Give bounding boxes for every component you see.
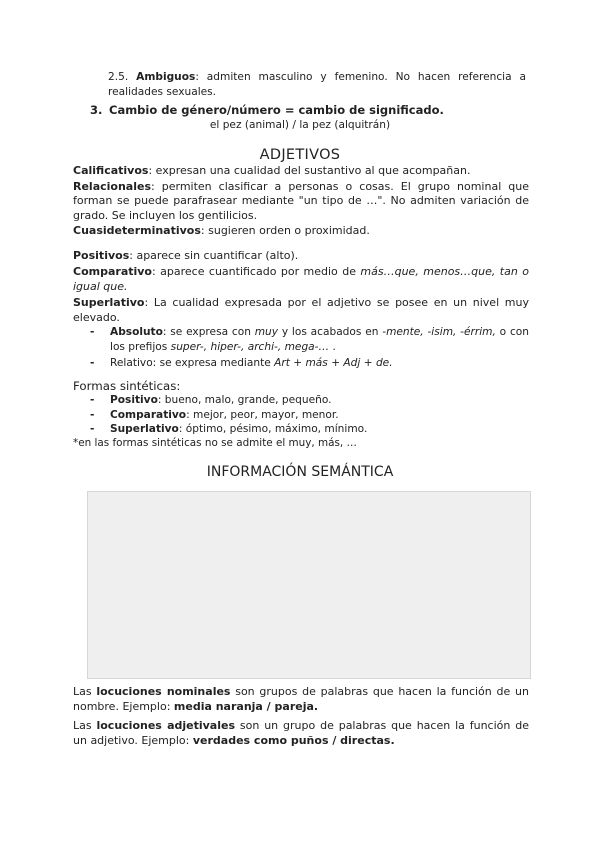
ambiguos-text: : admiten masculino y femenino. No hacen referencia a realidades sexuales. [108,71,527,98]
section-3-title [90,103,530,118]
loc-adj-example: verdades como puños / directas. [192,733,395,747]
relacionales-term: Relacionales [73,180,152,193]
absoluto-suffixes: -mente, -isim, -érrim, [382,326,496,338]
calificativos-paragraph [73,164,529,179]
formas-heading: Formas sintéticas: [73,379,181,393]
calificativos-text: : expresan una cualidad del sustantivo al que acompañan. [148,164,471,177]
superlativo-text: : La cualidad expresada por el adjetivo se posee en un nivel muy elevado. [73,296,529,324]
semantica-heading: INFORMACIÓN SEMÁNTICA [206,464,394,480]
formas-list [88,393,529,437]
cuasideterminativos-term: Cuasideterminativos [73,224,201,237]
section-3-title-text: Cambio de género/número = cambio de significado. [109,103,444,117]
relacionales-text: : permiten clasificar a personas o cosas. El grupo nominal que forman se puede parafrasear mediante "un tipo de …". No admiten variación de grado. Se incluyen los gentilicios. [73,180,529,222]
absoluto-term: Absoluto [110,326,163,338]
relativo-italic: Art + más + Adj + de. [274,357,393,369]
formas-item-text: : mejor, peor, mayor, menor. [186,408,339,421]
formas-item-text: : bueno, malo, grande, pequeño. [157,394,332,406]
comparativo-text: : aparece cuantificado por medio de [152,265,361,278]
absoluto-item [88,325,529,354]
locuciones-adjetivales-paragraph [73,719,529,749]
loc-nom-text: son grupos de palabras que hacen la función de un nombre. Ejemplo: [73,685,529,713]
formas-item-term: Superlativo [110,423,179,435]
formas-item [88,422,529,437]
loc-nom-pre: Las [73,685,97,698]
locuciones-nominales-paragraph [73,685,529,715]
loc-adj-term: locuciones adjetivales [96,719,235,732]
adjetivos-heading: ADJETIVOS [259,147,341,163]
section-2-5-paragraph [108,70,526,99]
formas-item [88,408,529,423]
image-placeholder [87,491,531,679]
formas-item-term: Comparativo [110,408,187,421]
section-3-example: el pez (animal) / la pez (alquitrán) [209,119,391,131]
formas-note: *en las formas sintéticas no se admite el muy, más, … [73,437,357,449]
formas-item-text: : óptimo, pésimo, máximo, mínimo. [178,423,368,435]
loc-adj-pre: Las [73,719,97,732]
cuasideterminativos-text: : sugieren orden o proximidad. [200,224,370,237]
absoluto-text-2: y los acabados en [278,326,383,338]
ambiguos-term: Ambiguos [136,71,196,83]
positivo-text: : aparece sin cuantificar (alto). [129,249,299,262]
absoluto-text-3: o con los prefijos [110,326,529,353]
relativo-item [88,356,529,371]
superlativo-paragraph [73,296,529,326]
absoluto-prefixes: super-, hiper-, archi-, mega-… [170,340,330,353]
absoluto-muy: muy [254,326,279,338]
loc-nom-term: locuciones nominales [96,685,231,698]
superlativo-term: Superlativo [73,296,145,309]
relacionales-paragraph [73,180,529,223]
positivo-term: Positivos [73,249,130,262]
section-3-number: 3. [90,103,103,117]
formas-item [88,393,529,408]
loc-adj-text: son un grupo de palabras que hacen la función de un adjetivo. Ejemplo: [73,719,529,747]
superlativo-list [88,325,529,371]
formas-item-term: Positivo [110,394,158,406]
relativo-text: Relativo: se expresa mediante [110,357,275,369]
absoluto-end: . [329,340,336,353]
absoluto-text-1: : se expresa con [162,326,255,338]
comparativo-italic: más…que, menos…que, tan o igual que. [73,265,529,293]
positivo-paragraph [73,249,529,264]
calificativos-term: Calificativos [73,164,149,177]
comparativo-term: Comparativo [73,265,152,278]
cuasideterminativos-paragraph [73,224,529,239]
comparativo-paragraph [73,265,529,295]
loc-nom-example: media naranja / pareja. [173,699,319,713]
section-2-5-number: 2.5. [108,71,129,83]
